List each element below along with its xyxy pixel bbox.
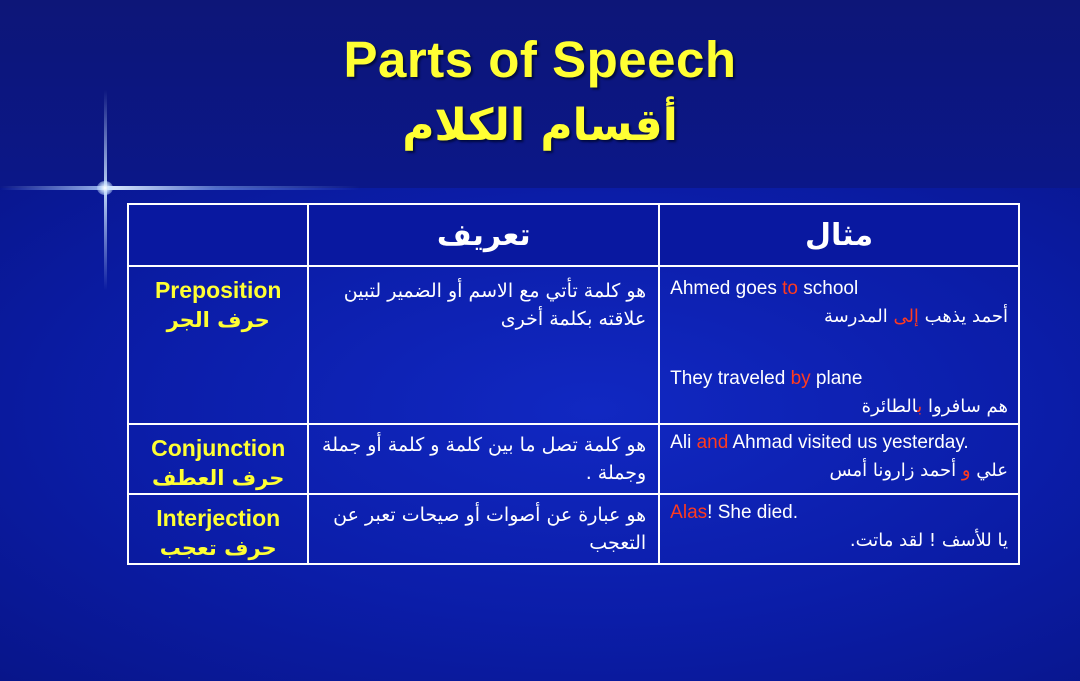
- table-row: [128, 424, 1019, 494]
- part-name-arabic: حرف تعجب: [159, 536, 277, 560]
- highlighted-word: Alas: [670, 502, 708, 523]
- example-english: Ali and Ahmad visited us yesterday.: [670, 432, 969, 453]
- page-title: Parts of Speech: [343, 31, 737, 88]
- header-definition: تعريف: [308, 204, 659, 266]
- highlighted-word: and: [696, 432, 729, 453]
- table-row: [128, 494, 1019, 564]
- light-flare-star-icon: [97, 181, 113, 195]
- part-name-arabic: حرف الجر: [166, 308, 270, 332]
- highlighted-word-arabic: ب: [917, 396, 923, 417]
- example-arabic: علي و أحمد زارونا أمس: [829, 460, 1008, 481]
- example-english: They traveled by plane: [670, 368, 863, 389]
- example-english: Alas! She died.: [670, 502, 798, 523]
- title-band: [0, 0, 1080, 188]
- definition-cell: [308, 266, 659, 424]
- part-name-arabic: حرف العطف: [152, 466, 285, 490]
- light-flare-horizontal: [0, 186, 360, 190]
- highlighted-word-arabic: إلى: [893, 306, 919, 327]
- page-title-arabic: أقسام الكلام: [402, 100, 678, 151]
- header-example: مثال: [659, 204, 1019, 266]
- part-name-english: Conjunction: [151, 435, 286, 461]
- definition-cell: [308, 494, 659, 564]
- part-name-english: Interjection: [156, 505, 281, 531]
- definition-cell: [308, 424, 659, 494]
- example-arabic: أحمد يذهب إلى المدرسة: [823, 306, 1008, 327]
- part-name-cell: [128, 494, 308, 564]
- table-header-row: [128, 204, 1019, 266]
- part-name-cell: [128, 266, 308, 424]
- part-name-english: Preposition: [154, 277, 282, 303]
- definition-text: هو كلمة تصل ما بين كلمة و كلمة أو جملة وجملة .: [322, 434, 647, 484]
- highlighted-word: to: [782, 278, 798, 299]
- part-name-cell: [128, 424, 308, 494]
- highlighted-word: by: [790, 368, 811, 389]
- parts-of-speech-table: [127, 203, 1020, 565]
- highlighted-word-arabic: و: [961, 460, 971, 481]
- example-cell: [659, 266, 1019, 424]
- example-arabic: يا للأسف ! لقد ماتت.: [849, 530, 1008, 551]
- example-english: Ahmed goes to school: [670, 278, 859, 299]
- definition-text: هو كلمة تأتي مع الاسم أو الضمير لتبين علاقته بكلمة أخرى: [343, 280, 647, 330]
- header-empty-cell: [128, 204, 308, 266]
- example-arabic: هم سافروا بالطائرة: [861, 396, 1008, 417]
- definition-text: هو عبارة عن أصوات أو صيحات تعبر عن التعجب: [333, 504, 647, 554]
- example-cell: [659, 424, 1019, 494]
- example-cell: [659, 494, 1019, 564]
- table-row: [128, 266, 1019, 424]
